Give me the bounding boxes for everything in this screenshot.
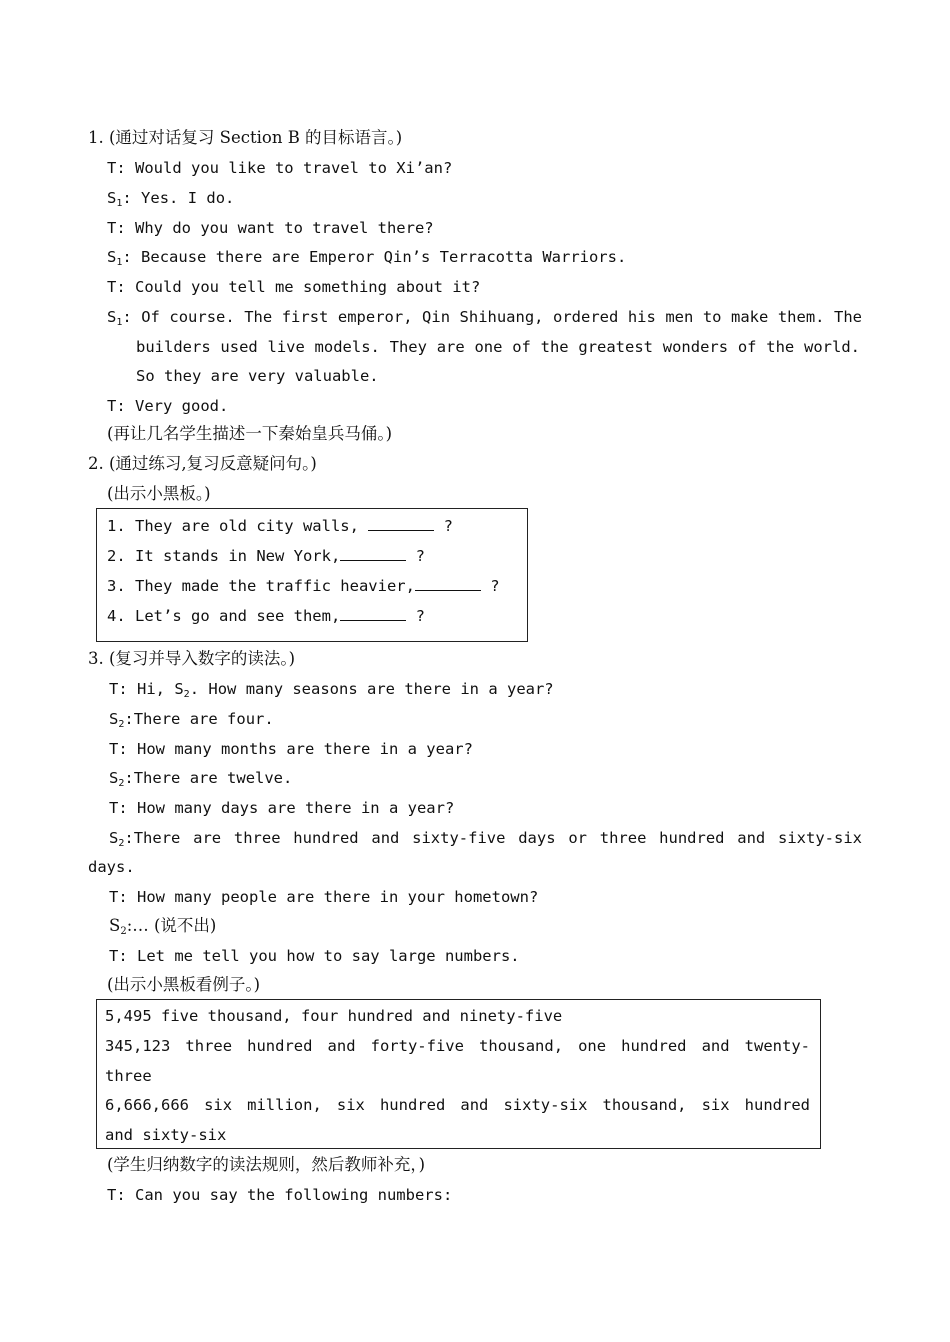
answer-blank	[340, 545, 406, 561]
exercise-item: 4. Let’s go and see them, ?	[107, 607, 425, 625]
dialogue-line-t: T: How many days are there in a year?	[109, 799, 455, 817]
answer-blank	[415, 575, 481, 591]
section1-heading: 1. (通过对话复习 Section B 的目标语言。)	[88, 128, 403, 147]
exercise-item: 2. It stands in New York, ?	[107, 547, 425, 565]
number-example: 5,495 five thousand, four hundred and ninety-five	[105, 1007, 563, 1025]
number-example-continuation: and sixty-six	[105, 1126, 227, 1144]
dialogue-line-s1: $S_1$: Because there are Emperor Qin’s Terracotta Warriors.	[107, 248, 627, 268]
dialogue-line-s2: $S_2:There$ are four.	[109, 710, 274, 730]
section1-note: (再让几名学生描述一下秦始皇兵马俑。)	[107, 424, 393, 443]
dialogue-line-s2: $S_2:There$ are twelve.	[109, 769, 293, 789]
section2-heading: 2. (通过练习,复习反意疑问句。)	[88, 454, 317, 473]
dialogue-line-s1: $S_1$: Of course. The first emperor, Qin Shihuang, ordered his men to make them. The	[107, 308, 862, 328]
dialogue-line-t: T: How many months are there in a year?	[109, 740, 473, 758]
dialogue-continuation: builders used live models. They are one of the greatest wonders of the world.	[136, 338, 860, 356]
dialogue-line-t: T: Let me tell you how to say large numbers.	[109, 947, 520, 965]
section3-note: (出示小黑板看例子。)	[107, 975, 261, 994]
dialogue-line-s2: $S_2:\dots$ (说不出)	[109, 916, 217, 937]
dialogue-line-s2: $S_2:There$ are three hundred and sixty-five days or three hundred and sixty-six	[109, 829, 862, 849]
number-example: 345,123 three hundred and forty-five thousand, one hundred and twenty-	[105, 1037, 810, 1055]
dialogue-line-s1: $S_1$: Yes. I do.	[107, 189, 235, 209]
final-question: T: Can you say the following numbers:	[107, 1186, 453, 1204]
section2-note: (出示小黑板。)	[107, 484, 211, 503]
exercise-item: 3. They made the traffic heavier, ?	[107, 577, 500, 595]
section3-note2: (学生归纳数字的读法规则，然后教师补充，)	[107, 1155, 426, 1174]
dialogue-continuation: days.	[88, 858, 135, 876]
dialogue-line-t: T: Could you tell me something about it?	[107, 278, 481, 296]
answer-blank	[368, 515, 434, 531]
exercise-item: 1. They are old city walls, ?	[107, 517, 453, 535]
dialogue-continuation: So they are very valuable.	[136, 367, 379, 385]
dialogue-line-t: T: Hi, $S_2$. How many seasons are there in a year?	[109, 680, 554, 700]
dialogue-line-t: T: How many people are there in your hometown?	[109, 888, 539, 906]
dialogue-line-t: T: Why do you want to travel there?	[107, 219, 434, 237]
answer-blank	[340, 605, 406, 621]
number-example-continuation: three	[105, 1067, 152, 1085]
dialogue-line-t: T: Very good.	[107, 397, 229, 415]
dialogue-line-t: T: Would you like to travel to Xi’an?	[107, 159, 453, 177]
number-example: 6,666,666 six million, six hundred and sixty-six thousand, six hundred	[105, 1096, 810, 1114]
section3-heading: 3. (复习并导入数字的读法。)	[88, 649, 296, 668]
